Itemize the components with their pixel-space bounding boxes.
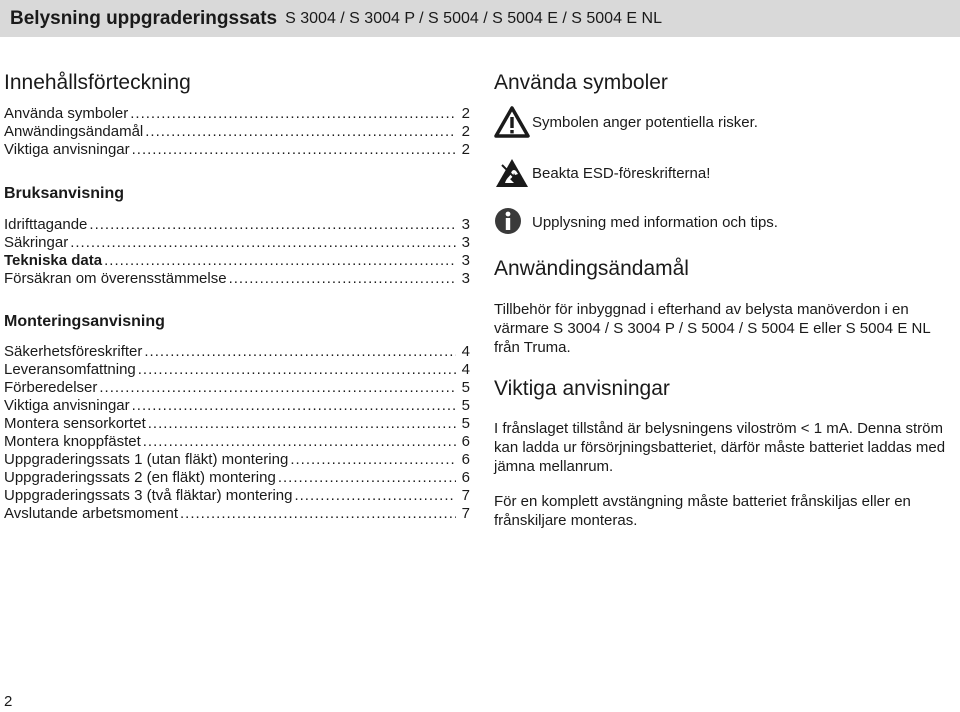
symbol-row-esd: [494, 157, 960, 189]
toc-entry: [4, 252, 470, 270]
toc-leader-dots: [278, 469, 456, 487]
toc-entry-page: 3: [461, 216, 470, 233]
toc-entry: [4, 433, 470, 451]
toc-entry: [4, 234, 470, 252]
toc-leader-dots: [229, 270, 456, 288]
esd-icon: [494, 157, 532, 189]
symbol-warning-text: Symbolen anger potentiella risker.: [532, 113, 758, 131]
toc-group-monteringsanvisning: [4, 343, 470, 523]
toc-entry-label: Säkerhetsföreskrifter: [4, 343, 143, 360]
toc-leader-dots: [144, 343, 456, 361]
toc-entry-label: Förberedelser: [4, 379, 98, 396]
toc-entry-page: 6: [461, 451, 470, 468]
toc-leader-dots: [290, 451, 456, 469]
toc-entry: [4, 141, 470, 159]
toc-entry: [4, 487, 470, 505]
monteringsanvisning-heading: Monteringsanvisning: [4, 313, 165, 330]
toc-leader-dots: [145, 123, 456, 141]
toc-entry-page: 7: [461, 505, 470, 522]
toc-entry-page: 6: [461, 469, 470, 486]
toc-column: [4, 70, 470, 523]
toc-entry-label: Tekniska data: [4, 252, 103, 269]
purpose-heading: Anwändingsändamål: [494, 257, 689, 280]
toc-entry-label: Viktiga anvisningar: [4, 397, 130, 414]
symbol-row-warning: [494, 106, 960, 138]
model-list: S 3004 / S 3004 P / S 5004 / S 5004 E / S 5004 E NL: [285, 9, 662, 27]
toc-entry: [4, 415, 470, 433]
toc-entry-page: 3: [461, 252, 470, 269]
important-paragraph-1: I frånslaget tillstånd är belysningens viloström < 1 mA. Denna ström kan ladda ur försörjningsbatteriet, därför måste batteriet laddas med jämna mellanrum.: [494, 420, 946, 475]
toc-leader-dots: [104, 252, 456, 270]
symbol-row-info: [494, 206, 960, 238]
purpose-text: Tillbehör för inbyggnad i efterhand av belysta manöverdon i en värmare S 3004 / S 3004 P / S 5004 / S 5004 E eller S 5004 E NL från Truma.: [494, 301, 931, 356]
toc-entry-page: 3: [461, 234, 470, 251]
toc-group-bruksanvisning: [4, 216, 470, 288]
toc-entry: [4, 361, 470, 379]
warning-triangle-icon: [494, 106, 532, 138]
toc-entry-label: Avslutande arbetsmoment: [4, 505, 178, 522]
toc-entry: [4, 123, 470, 141]
toc-entry-label: Leveransomfattning: [4, 361, 136, 378]
toc-entry-page: 5: [461, 415, 470, 432]
toc-leader-dots: [148, 415, 456, 433]
toc-entry: [4, 270, 470, 288]
toc-leader-dots: [180, 505, 456, 523]
symbols-heading: Använda symboler: [494, 71, 668, 94]
toc-group-general: [4, 105, 470, 159]
toc-leader-dots: [89, 216, 456, 234]
toc-entry: [4, 343, 470, 361]
toc-entry-label: Säkringar: [4, 234, 69, 251]
toc-entry-page: 7: [461, 487, 470, 504]
important-paragraph-2: För en komplett avstängning måste batteriet frånskiljas eller en frånskiljare monteras.: [494, 493, 911, 529]
page-header: [0, 0, 960, 37]
toc-entry-label: Uppgraderingssats 2 (en fläkt) montering: [4, 469, 276, 486]
toc-entry-page: 2: [461, 105, 470, 122]
toc-heading: Innehållsförteckning: [4, 71, 191, 94]
toc-entry-page: 3: [461, 270, 470, 287]
toc-entry-page: 5: [461, 379, 470, 396]
toc-entry-page: 2: [461, 141, 470, 158]
toc-entry: [4, 379, 470, 397]
toc-entry-label: Montera sensorkortet: [4, 415, 146, 432]
toc-leader-dots: [138, 361, 456, 379]
toc-entry-label: Anwändingsändamål: [4, 123, 144, 140]
toc-entry-label: Idrifttagande: [4, 216, 88, 233]
symbol-info-text: Upplysning med information och tips.: [532, 213, 778, 231]
page-number: 2: [4, 693, 13, 710]
toc-entry-page: 4: [461, 361, 470, 378]
toc-entry-label: Uppgraderingssats 3 (två fläktar) montering: [4, 487, 293, 504]
toc-leader-dots: [143, 433, 456, 451]
toc-entry-page: 6: [461, 433, 470, 450]
document-title: Belysning uppgraderingssats: [10, 7, 278, 29]
toc-entry: [4, 451, 470, 469]
toc-leader-dots: [132, 141, 456, 159]
toc-entry: [4, 397, 470, 415]
toc-leader-dots: [70, 234, 456, 252]
toc-entry: [4, 105, 470, 123]
toc-entry-label: Använda symboler: [4, 105, 129, 122]
toc-leader-dots: [294, 487, 456, 505]
toc-entry-label: Försäkran om överensstämmelse: [4, 270, 227, 287]
toc-entry: [4, 469, 470, 487]
toc-entry-page: 4: [461, 343, 470, 360]
important-heading: Viktiga anvisningar: [494, 377, 670, 400]
content-column: [494, 70, 960, 530]
toc-leader-dots: [130, 105, 456, 123]
symbol-esd-text: Beakta ESD-föreskrifterna!: [532, 164, 711, 182]
toc-entry: [4, 505, 470, 523]
toc-leader-dots: [132, 397, 456, 415]
toc-entry-page: 5: [461, 397, 470, 414]
toc-entry-label: Uppgraderingssats 1 (utan fläkt) montering: [4, 451, 289, 468]
bruksanvisning-heading: Bruksanvisning: [4, 185, 125, 202]
toc-entry-label: Viktiga anvisningar: [4, 141, 130, 158]
toc-entry-label: Montera knoppfästet: [4, 433, 141, 450]
toc-entry-page: 2: [461, 123, 470, 140]
toc-leader-dots: [99, 379, 456, 397]
toc-entry: [4, 216, 470, 234]
info-icon: [494, 206, 532, 238]
